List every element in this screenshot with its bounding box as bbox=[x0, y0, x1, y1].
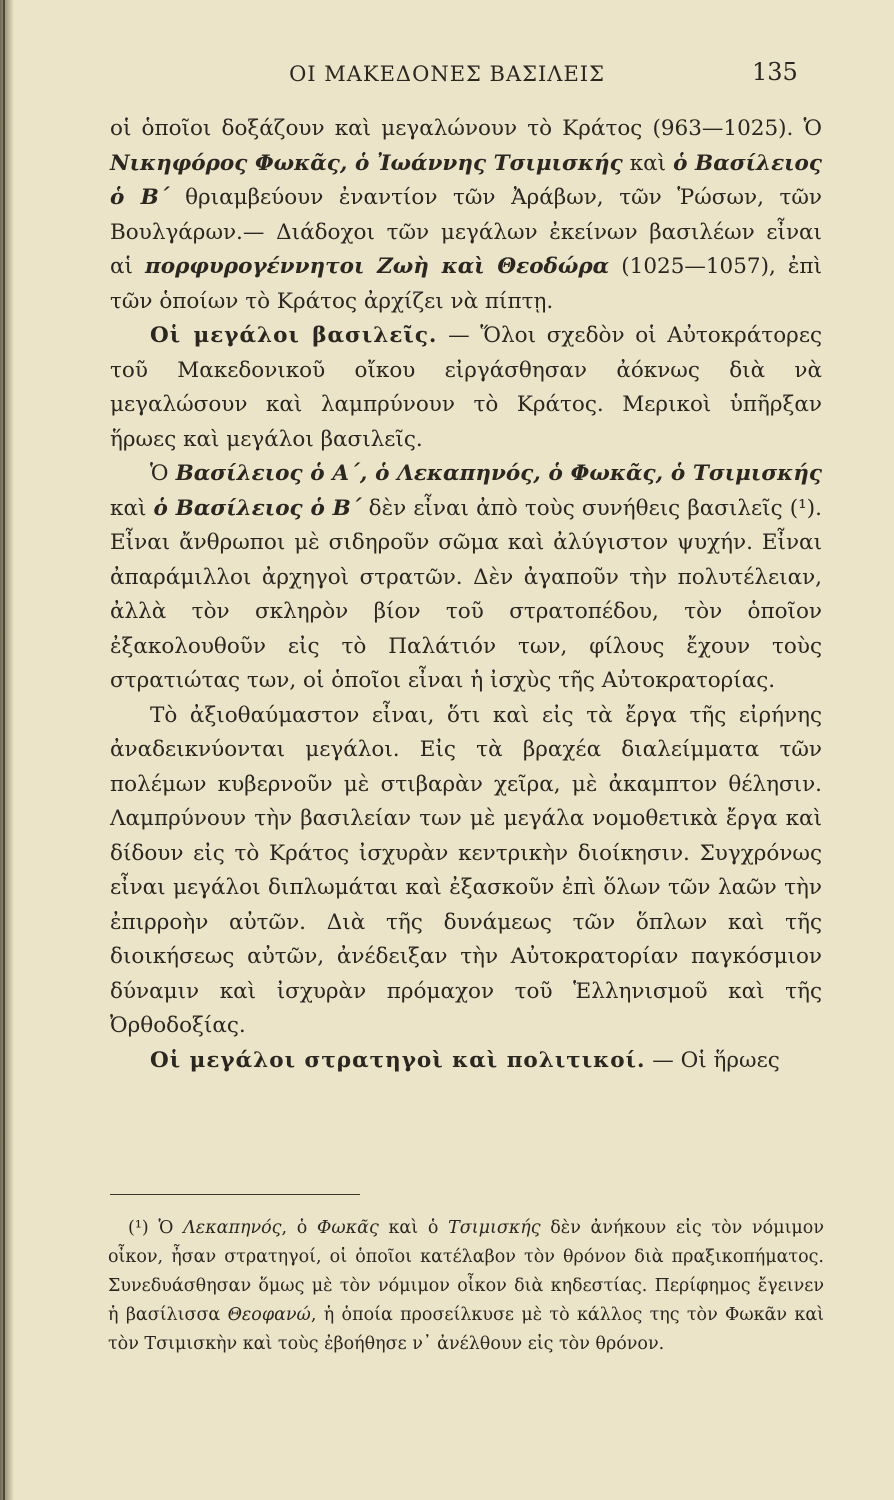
paragraph-1 bbox=[110, 112, 822, 319]
section-heading-great-kings: Οἱ μεγάλοι βασιλεῖς. bbox=[150, 323, 438, 348]
names-emphasis: πορφυρογέννητοι Ζωὴ καὶ Θεοδώρα bbox=[145, 254, 610, 279]
text-run: δὲν ἀνήκουν εἰς τὸν νόμιμον οἶκον, ἦσαν στρατηγοί, οἱ ὁποῖοι κατέλαβον τὸν θρόνον διὰ πραξικοπήματος. Συνεδυάσθησαν ὅμως μὲ τὸν νόμιμον οἶκον διὰ κηδεστίας. Περίφημος ἔγεινεν ἡ βασίλισσα bbox=[108, 1218, 824, 1325]
page-binding-line bbox=[3, 0, 5, 1500]
page-header bbox=[0, 58, 894, 98]
names-emphasis: Θεοφανώ bbox=[227, 1305, 311, 1325]
paragraph-4: Τὸ ἀξιοθαύμαστον εἶναι, ὅτι καὶ εἰς τὰ ἔργα τῆς εἰρήνης ἀναδεικνύονται μεγάλοι. Εἰς τὰ βραχέα διαλείμματα τῶν πολέμων κυβερνοῦν μὲ στιβαρὰν χεῖρα, μὲ ἀκαμπτον θέλησιν. Λαμπρύνουν τὴν βασιλείαν των μὲ μεγάλα νομοθετικὰ ἔργα καὶ δίδουν εἰς τὸ Κράτος ἰσχυρὰν κεντρικὴν διοίκησιν. Συγχρόνως εἶναι μεγάλοι διπλωμάται καὶ ἐξασκοῦν ἐπὶ ὅλων τῶν λαῶν τὴν ἐπιρροὴν αὐτῶν. Διὰ τῆς δυνάμεως τῶν ὅπλων καὶ τῆς διοικήσεως αὐτῶν, ἀνέδειξαν τὴν Αὐτοκρατορίαν παγκόσμιον δύναμιν καὶ ἰσχυρὰν πρόμαχον τοῦ Ἑλληνισμοῦ καὶ τῆς Ὀρθοδοξίας. bbox=[110, 702, 822, 1038]
paragraph-2 bbox=[110, 319, 822, 457]
section-heading-generals: Οἱ μεγάλοι στρατηγοὶ καὶ πολιτικοί. bbox=[150, 1047, 646, 1073]
page-number: 135 bbox=[752, 58, 798, 86]
text-run: (1025—1057), ἐπὶ τῶν ὁποίων τὸ Κράτος ἀρχίζει νὰ πίπτῃ. bbox=[110, 254, 822, 314]
text-run: , ἡ ὁποία προσείλκυσε μὲ τὸ κάλλος της τὸν Φωκᾶν καὶ τὸν Τσιμισκὴν καὶ τοὺς ἐβοήθησε ν᾽ ἀνέλθουν εἰς τὸν θρόνον. bbox=[108, 1305, 825, 1354]
names-emphasis: Φωκᾶς bbox=[317, 1218, 379, 1238]
text-run: — Οἱ ἥρωες bbox=[645, 1047, 780, 1073]
main-text bbox=[110, 112, 822, 1078]
text-run: οἱ ὁποῖοι δοξάζουν καὶ μεγαλώνουν τὸ Κράτος (963—1025). Ὁ bbox=[110, 116, 822, 141]
text-run: — Ὅλοι σχεδὸν οἱ Αὐτοκράτορες τοῦ Μακεδονικοῦ οἴκου εἰργάσθησαν ἀόκνως διὰ νὰ μεγαλώσουν καὶ λαμπρύνουν τὸ Κράτος. Μερικοὶ ὑπῆρξαν ἥρωες καὶ μεγάλοι βασιλεῖς. bbox=[110, 323, 822, 452]
names-emphasis: Τσιμισκής bbox=[448, 1218, 541, 1238]
text-run: Ὁ bbox=[150, 461, 176, 486]
footnote-mark: (¹) Ὁ bbox=[128, 1218, 184, 1238]
text-run: θριαμβεύουν ἐναντίον τῶν Ἀράβων, τῶν Ῥώσων, τῶν Βουλγάρων.— Διάδοχοι τῶν μεγάλων ἐκείνων βασιλέων εἶναι αἱ bbox=[110, 185, 822, 279]
text-run: καὶ ὁ bbox=[378, 1218, 449, 1238]
names-emphasis: ὁ Βασίλειος ὁ Β΄ bbox=[110, 150, 822, 210]
footnote-divider bbox=[110, 1194, 360, 1195]
paragraph-3 bbox=[110, 457, 822, 699]
text-run: καὶ bbox=[110, 495, 154, 521]
text-run: δὲν εἶναι ἀπὸ τοὺς συνήθεις βασιλεῖς (¹). Εἶναι ἄνθρωποι μὲ σιδηροῦν σῶμα καὶ ἀλύγιστον ψυχήν. Εἶναι ἀπαράμιλλοι ἀρχηγοὶ στρατῶν. Δὲν ἀγαποῦν τὴν πολυτέλειαν, ἀλλὰ τὸν σκληρὸν βίον τοῦ στρατοπέδου, τὸν ὁποῖον ἐξακολουθοῦν εἰς τὸ Παλάτιόν των, φίλους ἔχουν τοὺς στρατιώτας των, οἱ ὁποῖοι εἶναι ἡ ἰσχὺς τῆς Αὐτοκρατορίας. bbox=[110, 495, 822, 693]
footnote-paragraph bbox=[108, 1214, 824, 1359]
text-run: καὶ bbox=[622, 150, 674, 176]
footnote bbox=[108, 1214, 824, 1359]
names-emphasis: Λεκαπηνός bbox=[183, 1218, 282, 1238]
paragraph-5 bbox=[110, 1044, 822, 1079]
running-head: ΟΙ ΜΑΚΕΔΟΝΕΣ ΒΑΣΙΛΕΙΣ bbox=[289, 62, 605, 86]
names-emphasis: Νικηφόρος Φωκᾶς, ὁ Ἰωάννης Τσιμισκής bbox=[110, 150, 623, 176]
names-emphasis: ὁ Βασίλειος ὁ Β΄ bbox=[153, 495, 362, 521]
names-emphasis: Βασίλειος ὁ Α΄, ὁ Λεκαπηνός, ὁ Φωκᾶς, ὁ Τσιμισκής bbox=[175, 461, 823, 486]
text-run: , ὁ bbox=[281, 1218, 318, 1238]
